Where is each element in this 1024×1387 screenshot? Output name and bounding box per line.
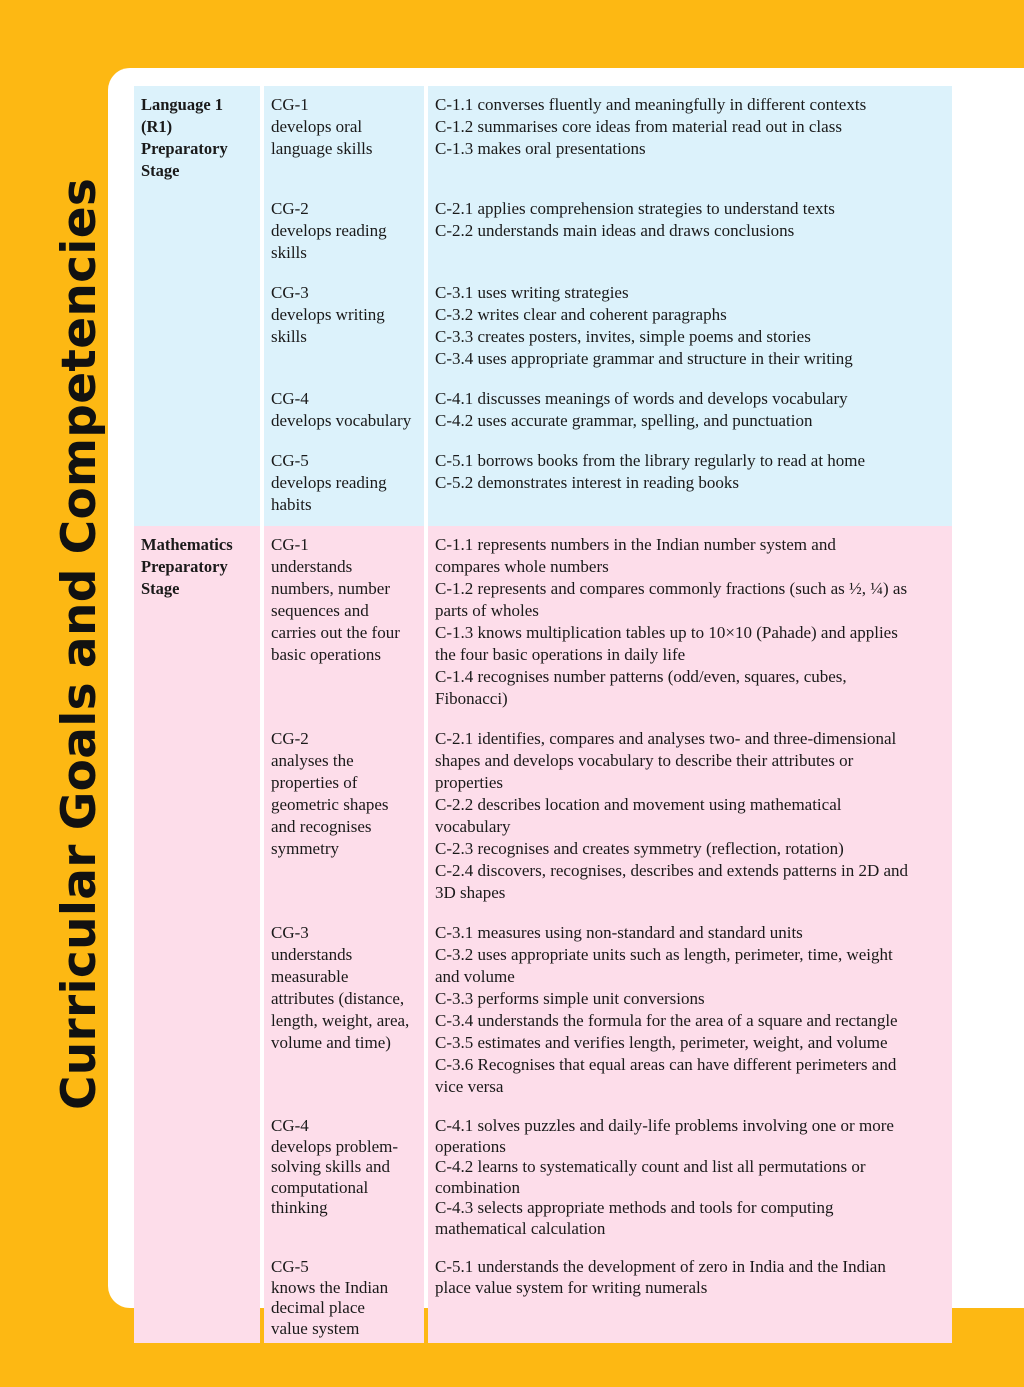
subject-label: Language 1 (141, 95, 224, 114)
competency-line: place value system for writing numerals (435, 1277, 708, 1297)
competency-line: C-3.1 uses writing strategies (435, 283, 629, 302)
goal-line: knows the Indian (271, 1277, 389, 1297)
competency-line: C-5.1 borrows books from the library regularly to read at home (435, 451, 866, 470)
goal-line: numbers, number (271, 579, 390, 598)
curricular-goal-cell (264, 1249, 424, 1343)
competency-line: C-1.1 represents numbers in the Indian number system and (435, 535, 836, 554)
goal-line: CG-1 (271, 535, 309, 554)
goal-line: carries out the four (271, 623, 400, 642)
competency-line: mathematical calculation (435, 1218, 606, 1238)
curricular-goal-cell (264, 86, 424, 190)
goal-line: properties of (271, 773, 358, 792)
goal-line: symmetry (271, 839, 339, 858)
competency-line: C-5.2 demonstrates interest in reading books (435, 473, 740, 492)
goal-line: solving skills and (271, 1157, 391, 1176)
goal-line: CG-3 (271, 283, 309, 302)
curricular-goal-cell (264, 380, 424, 442)
table-row (134, 526, 952, 720)
goal-line: develops reading (271, 221, 387, 240)
competency-line: C-4.2 uses accurate grammar, spelling, and punctuation (435, 411, 813, 430)
competency-line: C-3.3 creates posters, invites, simple poems and stories (435, 327, 811, 346)
competency-line: C-3.4 understands the formula for the area of a square and rectangle (435, 1011, 898, 1030)
subject-label: Preparatory (141, 557, 228, 576)
competencies-cell (428, 1108, 952, 1249)
competency-line: combination (435, 1177, 520, 1197)
side-title-word: Goals (52, 682, 107, 831)
curricular-goals-table (130, 86, 956, 1343)
goal-line: develops problem- (271, 1136, 398, 1156)
subject-cell-language (134, 86, 260, 526)
competency-line: properties (435, 773, 503, 792)
competency-line: operations (435, 1136, 506, 1156)
competency-line: C-2.2 describes location and movement using mathematical (435, 795, 842, 814)
competency-line: and volume (435, 967, 515, 986)
goal-line: develops reading (271, 473, 387, 492)
side-title-word: Competencies (52, 177, 107, 555)
side-title-word: Curricular (52, 844, 107, 1110)
competency-line: C-4.2 learns to systematically count and list all permutations or (435, 1157, 866, 1176)
competencies-cell (428, 380, 952, 442)
subject-label: Preparatory (141, 139, 228, 158)
goal-line: develops oral (271, 117, 363, 136)
competencies-cell (428, 720, 952, 914)
competencies-cell (428, 190, 952, 274)
goal-line: volume and time) (271, 1033, 391, 1052)
competencies-cell (428, 1249, 952, 1343)
goal-line: geometric shapes (271, 795, 389, 814)
competency-line: C-3.2 writes clear and coherent paragraphs (435, 305, 727, 324)
goal-line: length, weight, area, (271, 1011, 410, 1030)
competency-line: C-2.2 understands main ideas and draws conclusions (435, 221, 795, 240)
goal-line: CG-4 (271, 1116, 309, 1135)
competency-line: C-3.5 estimates and verifies length, perimeter, weight, and volume (435, 1033, 888, 1052)
competency-line: C-5.1 understands the development of zero in India and the Indian (435, 1257, 886, 1276)
competencies-cell (428, 526, 952, 720)
page-side-title (52, 178, 107, 1110)
goal-line: measurable (271, 967, 349, 986)
goal-line: habits (271, 495, 312, 514)
goal-line: decimal place (271, 1298, 365, 1317)
competency-line: C-3.4 uses appropriate grammar and structure in their writing (435, 349, 853, 368)
competency-line: C-1.2 summarises core ideas from material read out in class (435, 117, 842, 136)
curricular-goal-cell (264, 442, 424, 526)
curricular-goal-cell (264, 274, 424, 380)
subject-label: (R1) (141, 117, 173, 136)
competency-line: parts of wholes (435, 601, 539, 620)
competency-line: C-1.3 knows multiplication tables up to 10×10 (Pahade) and applies (435, 623, 898, 642)
goal-line: understands (271, 557, 353, 576)
goal-line: basic operations (271, 645, 381, 664)
goal-line: skills (271, 243, 307, 262)
subject-label: Stage (141, 579, 180, 598)
competency-line: C-1.4 recognises number patterns (odd/even, squares, cubes, (435, 667, 847, 686)
goal-line: attributes (distance, (271, 989, 405, 1008)
curricular-goal-cell (264, 914, 424, 1108)
goal-line: language skills (271, 139, 373, 158)
competencies-cell (428, 86, 952, 190)
subject-label: Mathematics (141, 535, 233, 554)
subject-cell-mathematics (134, 526, 260, 1343)
competency-line: C-4.1 solves puzzles and daily-life problems involving one or more (435, 1116, 894, 1135)
competency-line: C-3.2 uses appropriate units such as length, perimeter, time, weight (435, 945, 893, 964)
competency-line: vocabulary (435, 817, 511, 836)
competency-line: 3D shapes (435, 883, 506, 902)
competencies-cell (428, 914, 952, 1108)
goal-line: CG-3 (271, 923, 309, 942)
table-row (134, 86, 952, 190)
curricular-goal-cell (264, 526, 424, 720)
goal-line: and recognises (271, 817, 372, 836)
competency-line: C-3.3 performs simple unit conversions (435, 989, 705, 1008)
goal-line: computational (271, 1177, 369, 1197)
competency-line: C-3.6 Recognises that equal areas can have different perimeters and (435, 1055, 897, 1074)
competency-line: C-4.3 selects appropriate methods and tools for computing (435, 1198, 834, 1217)
goal-line: thinking (271, 1198, 328, 1217)
curricular-goal-cell (264, 720, 424, 914)
competency-line: the four basic operations in daily life (435, 645, 686, 664)
competency-line: C-1.2 represents and compares commonly fractions (such as ½, ¼) as (435, 579, 908, 598)
side-title-word: and (52, 568, 107, 669)
competency-line: C-1.1 converses fluently and meaningfully in different contexts (435, 95, 867, 114)
competency-line: Fibonacci) (435, 689, 508, 708)
competency-line: C-2.3 recognises and creates symmetry (reflection, rotation) (435, 839, 844, 858)
goal-line: value system (271, 1318, 360, 1338)
competency-line: vice versa (435, 1077, 504, 1096)
subject-label: Stage (141, 161, 180, 180)
competency-line: C-2.4 discovers, recognises, describes and extends patterns in 2D and (435, 861, 909, 880)
goal-line: CG-2 (271, 199, 309, 218)
goal-line: analyses the (271, 751, 354, 770)
curricular-goal-cell (264, 190, 424, 274)
goal-line: CG-5 (271, 451, 309, 470)
curricular-goal-cell (264, 1108, 424, 1249)
competency-line: C-2.1 applies comprehension strategies to understand texts (435, 199, 835, 218)
goal-line: CG-2 (271, 729, 309, 748)
goal-line: skills (271, 327, 307, 346)
goal-line: sequences and (271, 601, 369, 620)
competency-line: C-1.3 makes oral presentations (435, 139, 646, 158)
competency-line: shapes and develops vocabulary to describe their attributes or (435, 751, 854, 770)
goal-line: understands (271, 945, 353, 964)
competency-line: C-3.1 measures using non-standard and standard units (435, 923, 803, 942)
competencies-cell (428, 274, 952, 380)
competency-line: C-2.1 identifies, compares and analyses two- and three-dimensional (435, 729, 897, 748)
goal-line: CG-1 (271, 95, 309, 114)
competencies-cell (428, 442, 952, 526)
goal-line: CG-4 (271, 389, 309, 408)
competency-line: C-4.1 discusses meanings of words and develops vocabulary (435, 389, 848, 408)
goal-line: CG-5 (271, 1257, 309, 1276)
goal-line: develops writing (271, 305, 385, 324)
goal-line: develops vocabulary (271, 411, 412, 430)
competency-line: compares whole numbers (435, 557, 609, 576)
